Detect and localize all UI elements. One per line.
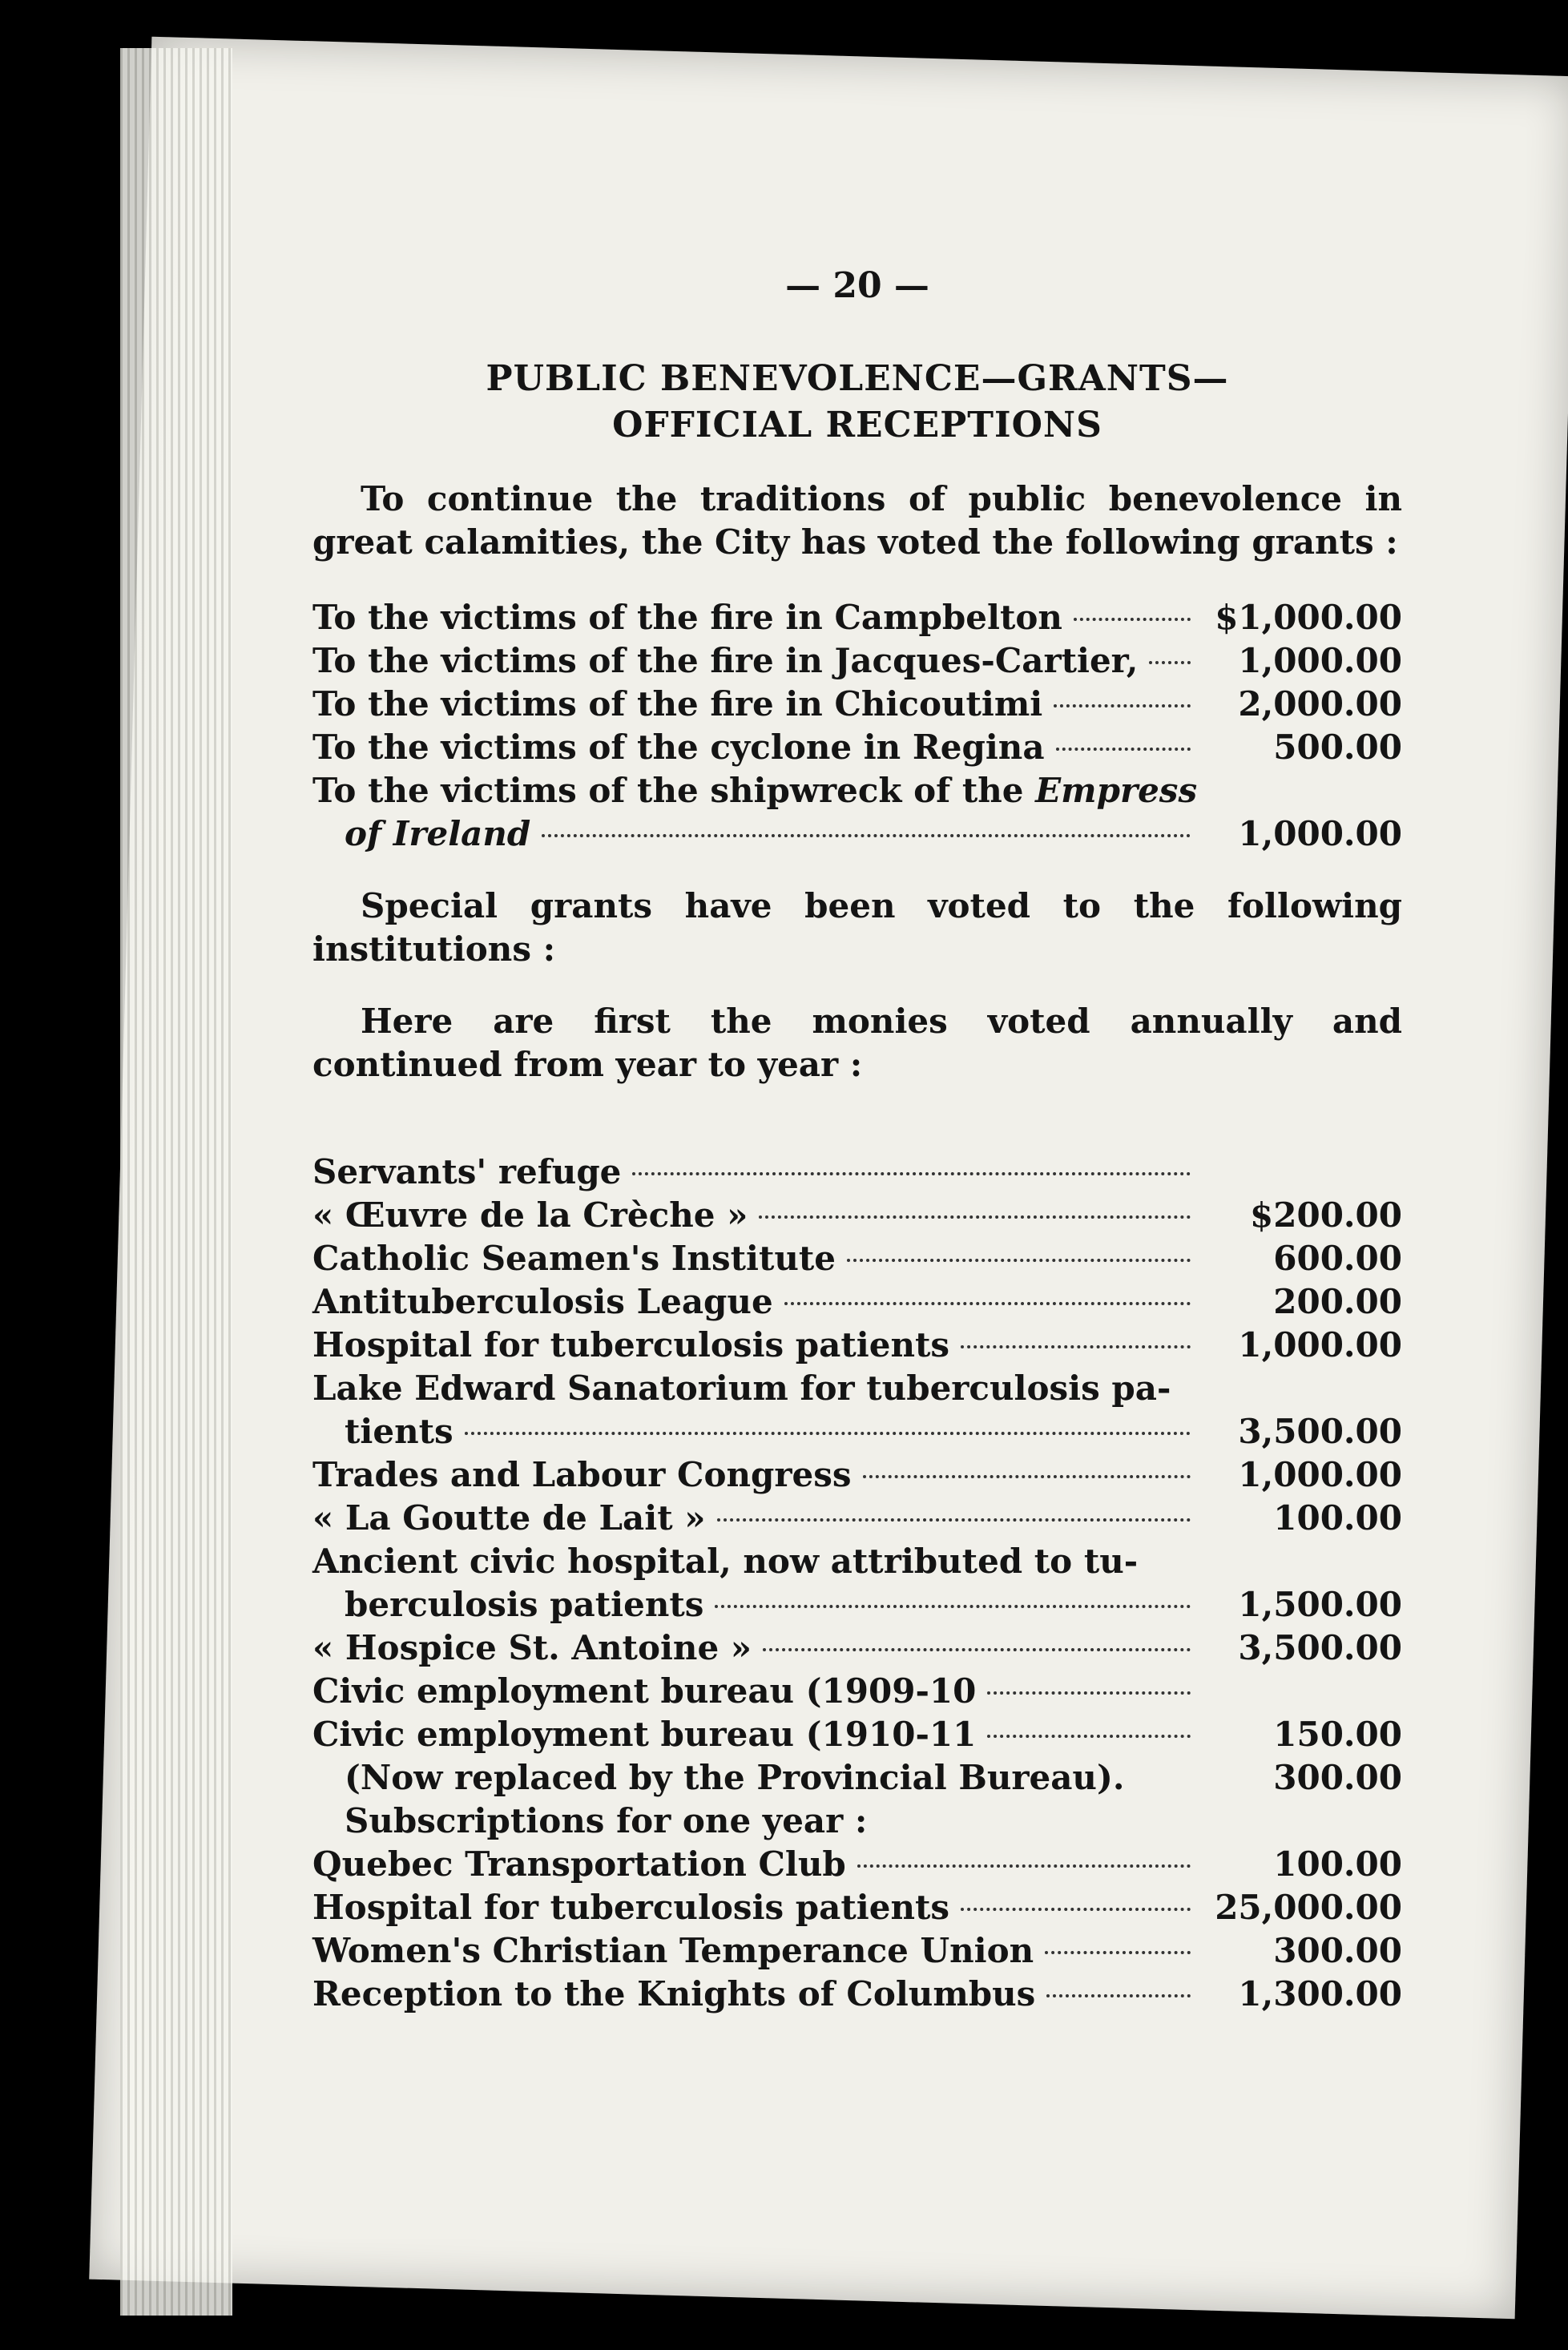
institution-label: « Hospice St. Antoine » bbox=[312, 1628, 752, 1667]
institution-amount: $200.00 bbox=[1250, 1195, 1402, 1235]
subscription-label: Quebec Transportation Club bbox=[312, 1844, 846, 1884]
subscription-label: Reception to the Knights of Columbus bbox=[312, 1974, 1036, 2013]
leader-dots bbox=[1045, 1951, 1191, 1954]
leader-dots bbox=[987, 1691, 1191, 1695]
institution-label: Civic employment bureau (1910-11 bbox=[312, 1715, 977, 1754]
leader-dots bbox=[1074, 618, 1191, 621]
institution-label: Ancient civic hospital, now attributed to tu- bbox=[312, 1542, 1139, 1581]
grant-label: To the victims of the fire in Campbelton bbox=[312, 598, 1062, 637]
empress-ship-name-cont: of Ireland bbox=[345, 814, 531, 853]
leader-dots bbox=[987, 1735, 1191, 1738]
institution-row bbox=[312, 1453, 1402, 1497]
institution-row bbox=[312, 1497, 1402, 1540]
leader-dots bbox=[1056, 748, 1191, 751]
institution-label: « Œuvre de la Crèche » bbox=[312, 1195, 748, 1235]
leader-dots bbox=[465, 1432, 1191, 1435]
leader-dots bbox=[961, 1908, 1191, 1911]
institution-row-cont bbox=[312, 1583, 1402, 1626]
institution-label: Antituberculosis League bbox=[312, 1282, 773, 1321]
leader-dots bbox=[717, 1518, 1191, 1522]
institution-amount: 200.00 bbox=[1273, 1282, 1402, 1321]
page-edges bbox=[120, 48, 232, 2316]
institution-label: Catholic Seamen's Institute bbox=[312, 1239, 836, 1278]
subscriptions-label: Subscriptions for one year : bbox=[345, 1801, 868, 1840]
institution-amount: 1,500.00 bbox=[1238, 1585, 1402, 1624]
institutions-list bbox=[312, 1151, 1402, 2016]
page-number: — 20 — bbox=[785, 265, 929, 306]
institution-label: Trades and Labour Congress bbox=[312, 1455, 852, 1494]
subscription-row bbox=[312, 1843, 1402, 1886]
leader-dots bbox=[759, 1215, 1191, 1219]
institution-label: « La Goutte de Lait » bbox=[312, 1498, 706, 1538]
institution-row bbox=[312, 1324, 1402, 1367]
empress-text: To the victims of the shipwreck of the bbox=[312, 771, 1024, 810]
institution-row-cont bbox=[312, 1410, 1402, 1453]
institution-row bbox=[312, 1670, 1402, 1713]
institution-row bbox=[312, 1151, 1402, 1194]
subscription-label: Women's Christian Temperance Union bbox=[312, 1931, 1034, 1970]
institution-amount: 3,500.00 bbox=[1238, 1628, 1402, 1667]
institution-amount: 1,000.00 bbox=[1238, 1325, 1402, 1364]
grant-amount: 2,000.00 bbox=[1238, 684, 1402, 724]
institution-amount: 100.00 bbox=[1273, 1498, 1402, 1538]
intro-paragraph: To continue the traditions of public benevolence in great calamities, the City has voted the following grants : bbox=[312, 479, 1402, 562]
institution-label-cont: berculosis patients bbox=[345, 1585, 704, 1624]
grant-label: To the victims of the fire in Jacques-Cartier, bbox=[312, 641, 1139, 680]
subscription-row bbox=[312, 1929, 1402, 1973]
institution-row bbox=[312, 1280, 1402, 1324]
grant-label bbox=[312, 769, 1197, 812]
institution-label: Lake Edward Sanatorium for tuberculosis pa- bbox=[312, 1368, 1171, 1408]
subscription-amount: 100.00 bbox=[1273, 1844, 1402, 1884]
empress-ship-name: Empress bbox=[1035, 771, 1198, 810]
grant-amount: 1,000.00 bbox=[1238, 641, 1402, 680]
institution-row bbox=[312, 1713, 1402, 1756]
institution-label: Servants' refuge bbox=[312, 1152, 622, 1191]
grant-label: To the victims of the fire in Chicoutimi bbox=[312, 684, 1043, 724]
grant-row bbox=[312, 683, 1402, 726]
leader-dots bbox=[542, 834, 1191, 837]
grant-row-empress-line-2 bbox=[312, 812, 1402, 856]
bureau-note: (Now replaced by the Provincial Bureau). bbox=[345, 1758, 1125, 1797]
institution-label-cont: tients bbox=[345, 1412, 453, 1451]
subscription-amount: 1,300.00 bbox=[1238, 1974, 1402, 2013]
subscriptions-label-row bbox=[312, 1800, 1402, 1843]
grant-row-empress-line-1 bbox=[312, 769, 1402, 812]
heading-line-1: PUBLIC BENEVOLENCE—GRANTS— bbox=[486, 358, 1229, 399]
grant-row bbox=[312, 596, 1402, 639]
subscription-amount: 300.00 bbox=[1273, 1931, 1402, 1970]
heading bbox=[312, 356, 1402, 449]
institution-amount: 1,000.00 bbox=[1238, 1455, 1402, 1494]
leader-dots bbox=[784, 1302, 1191, 1305]
institution-label: Hospital for tuberculosis patients bbox=[312, 1325, 950, 1364]
institution-amount: 600.00 bbox=[1273, 1239, 1402, 1278]
leader-dots bbox=[715, 1605, 1191, 1608]
subscription-label: Hospital for tuberculosis patients bbox=[312, 1888, 950, 1927]
institution-amount: 150.00 bbox=[1273, 1715, 1402, 1754]
page-content bbox=[312, 184, 1402, 2016]
institution-amount: 3,500.00 bbox=[1238, 1412, 1402, 1451]
leader-dots bbox=[863, 1475, 1191, 1478]
leader-dots bbox=[847, 1259, 1191, 1262]
grants-list bbox=[312, 596, 1402, 856]
leader-dots bbox=[1054, 704, 1191, 707]
leader-dots bbox=[961, 1345, 1191, 1348]
grant-amount: $1,000.00 bbox=[1215, 598, 1402, 637]
grant-row bbox=[312, 639, 1402, 683]
bureau-note-amount: 300.00 bbox=[1273, 1758, 1402, 1797]
institution-row bbox=[312, 1626, 1402, 1670]
grant-label: To the victims of the cyclone in Regina bbox=[312, 728, 1045, 767]
grant-row bbox=[312, 726, 1402, 769]
leader-dots bbox=[1046, 1994, 1191, 1997]
annual-monies-paragraph: Here are first the monies voted annually and continued from year to year : bbox=[312, 1002, 1402, 1084]
heading-line-2: OFFICIAL RECEPTIONS bbox=[612, 405, 1102, 445]
institution-row bbox=[312, 1367, 1402, 1410]
special-grants-paragraph: Special grants have been voted to the following institutions : bbox=[312, 886, 1402, 969]
institution-row bbox=[312, 1237, 1402, 1280]
institution-label: Civic employment bureau (1909-10 bbox=[312, 1671, 977, 1711]
subscription-row bbox=[312, 1973, 1402, 2016]
subscription-amount: 25,000.00 bbox=[1215, 1888, 1402, 1927]
grant-amount: 1,000.00 bbox=[1238, 814, 1402, 853]
institution-row bbox=[312, 1540, 1402, 1583]
grant-amount: 500.00 bbox=[1273, 728, 1402, 767]
leader-dots bbox=[763, 1648, 1191, 1651]
leader-dots bbox=[632, 1172, 1191, 1175]
leader-dots bbox=[1149, 661, 1191, 664]
subscription-row bbox=[312, 1886, 1402, 1929]
leader-dots bbox=[857, 1864, 1191, 1868]
bureau-note-row bbox=[312, 1756, 1402, 1800]
institution-row bbox=[312, 1194, 1402, 1237]
